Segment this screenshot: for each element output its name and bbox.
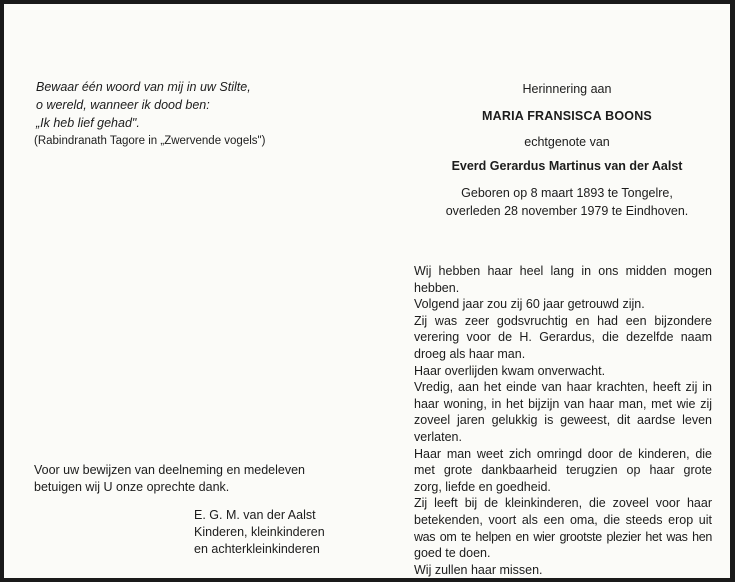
eulogy-line: Volgend jaar zou zij 60 jaar getrouwd zijn. [414, 297, 645, 312]
eulogy-line: verlaten. [414, 429, 462, 444]
eulogy-line: zorg, liefde en goedheid. [414, 479, 551, 494]
tagore-quote [36, 78, 336, 132]
eulogy-line: Haar man weet zich omringd door de kinderen, die [414, 446, 712, 461]
spouse-label: echtgenote van [524, 135, 610, 149]
eulogy-line: Zij was zeer godsvruchtig en had een bijzondere [414, 313, 712, 328]
spouse-name: Everd Gerardus Martinus van der Aalst [451, 159, 683, 173]
eulogy-line: Wij hebben haar heel lang in ons midden mogen [414, 264, 712, 278]
deceased-name: MARIA FRANSISCA BOONS [482, 109, 652, 123]
eulogy-line: Vredig, aan het einde van haar krachten, heeft zij in [414, 380, 712, 395]
eulogy-line: met grote dankbaarheid terugzien op haar grote [414, 463, 712, 478]
thanks-line: Voor uw bewijzen van deelneming en medeleven [34, 463, 306, 477]
family-signature [194, 507, 325, 558]
signature-line: Kinderen, kleinkinderen [194, 525, 325, 539]
thanks-line: betuigen wij U onze oprechte dank. [34, 480, 230, 494]
eulogy-line: haar woning, in het bijzijn van haar man, met wie zij [414, 396, 712, 411]
quote-source: (Rabindranath Tagore in „Zwervende vogels") [34, 135, 266, 147]
eulogy-text [414, 263, 712, 578]
quote-line: o wereld, wanneer ik dood ben: [36, 98, 210, 112]
birth-info: Geboren op 8 maart 1893 te Tongelre, [461, 186, 673, 200]
death-info: overleden 28 november 1979 te Eindhoven. [445, 204, 689, 218]
eulogy-line: goed te doen. [414, 546, 491, 561]
eulogy-line: hebben. [414, 280, 460, 295]
signature-line: en achterkleinkinderen [194, 542, 320, 556]
header-intro: Herinnering aan [522, 82, 612, 96]
eulogy-line: zoveel jaren gelukkig is geweest, dit aardse leven [414, 413, 712, 428]
thanks-text [34, 462, 334, 496]
eulogy-line: was om te helpen en wier grootste plezier het was hen [414, 529, 712, 544]
eulogy-line: betekenden, voort als een oma, die steeds erop uit [414, 512, 712, 527]
eulogy-line: Haar overlijden kwam onverwacht. [414, 363, 606, 378]
quote-line: Bewaar één woord van mij in uw Stilte, [36, 80, 251, 94]
quote-line: „Ik heb lief gehad". [36, 116, 140, 130]
memorial-card [4, 4, 730, 578]
signature-line: E. G. M. van der Aalst [194, 508, 316, 522]
eulogy-line: Zij leeft bij de kleinkinderen, die zoveel voor haar [414, 496, 712, 511]
eulogy-line: droeg als haar man. [414, 346, 526, 361]
eulogy-line: verering voor de H. Gerardus, die dezelfde naam [414, 330, 712, 345]
eulogy-line: Wij zullen haar missen. [414, 562, 543, 577]
